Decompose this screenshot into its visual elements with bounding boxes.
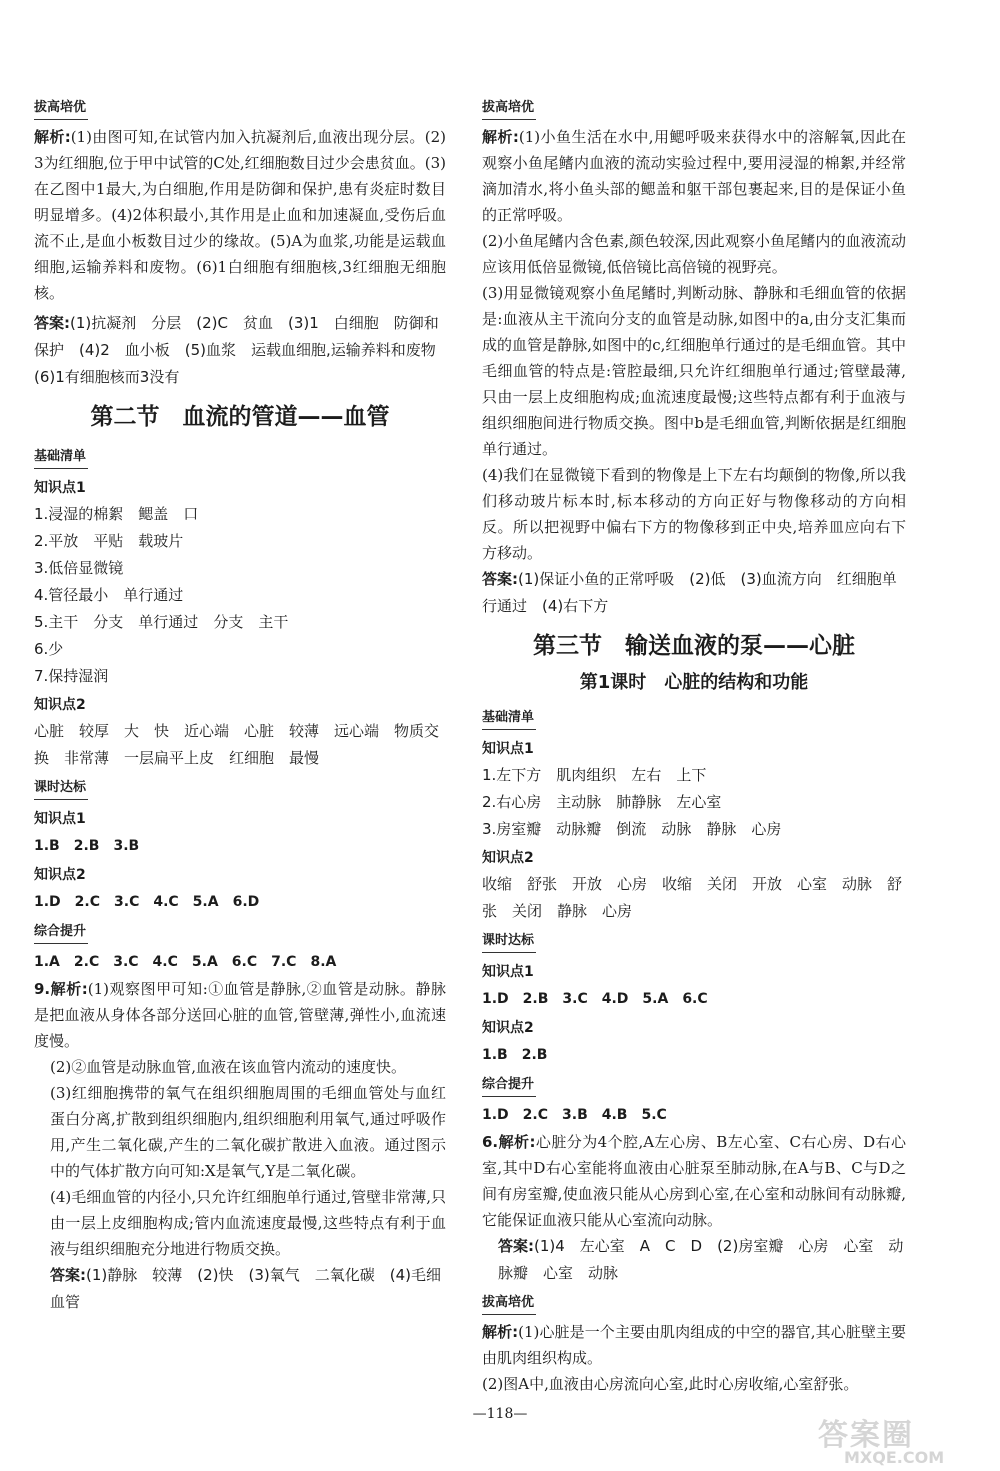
list-item: 2.右心房 主动脉 肺静脉 左心室 <box>482 793 722 811</box>
analysis-text: (1)观察图甲可知:①血管是静脉,②血管是动脉。静脉是把血液从身体各部分送回心脏的血管,管壁薄,弹性小,血流速度慢。 <box>34 980 446 1050</box>
knowledge-point-heading: 知识点2 <box>482 850 534 866</box>
section-tag-zonghe: 综合提升 <box>34 922 88 944</box>
section-tag-jichu: 基础清单 <box>34 447 88 469</box>
analysis-paragraph: (4)毛细血管的内径小,只允许红细胞单行通过,管壁非常薄,只由一层上皮细胞构成;管内血流速度最慢,这些特点有利于血液与组织细胞充分地进行物质交换。 <box>50 1188 446 1258</box>
answer-paragraph <box>34 310 451 391</box>
choice-answers: 1.D 2.C 3.B 4.B 5.C <box>482 1107 667 1123</box>
analysis-label: 解析: <box>482 1323 519 1341</box>
knowledge-point-heading: 知识点1 <box>482 964 534 980</box>
answer-label: 答案: <box>34 314 70 332</box>
watermark-url: MXQE.COM <box>844 1448 945 1467</box>
watermark-logo: 答案圈 <box>818 1418 914 1453</box>
knowledge-point-heading: 知识点1 <box>34 480 86 496</box>
analysis-paragraph <box>34 124 446 306</box>
lesson-title: 第1课时 心脏的结构和功能 <box>579 672 809 693</box>
section-tag-keshi: 课时达标 <box>482 931 536 953</box>
answer-paragraph <box>482 1233 906 1287</box>
section-tag-jichu: 基础清单 <box>482 708 536 730</box>
knowledge-point-text: 收缩 舒张 开放 心房 收缩 关闭 开放 心室 动脉 舒张 关闭 静脉 心房 <box>482 875 903 920</box>
answer-text: (1)4 左心室 A C D (2)房室瓣 心房 心室 动脉瓣 心室 动脉 <box>498 1237 904 1282</box>
knowledge-point-heading: 知识点1 <box>482 741 534 757</box>
list-item: 1.左下方 肌肉组织 左右 上下 <box>482 766 707 784</box>
analysis-paragraph: (3)红细胞携带的氧气在组织细胞周围的毛细血管处与血红蛋白分离,扩散到组织细胞内,组织细胞利用氧气,通过呼吸作用,产生二氧化碳,产生的二氧化碳扩散进入血液。通过图示中的气体扩散方向可知:X是氧气,Y是二氧化碳。 <box>50 1084 446 1180</box>
list-item: 3.低倍显微镜 <box>34 559 124 577</box>
analysis-label: 解析: <box>482 128 519 146</box>
answer-paragraph <box>482 566 906 620</box>
list-item: 1.浸湿的棉絮 鳃盖 口 <box>34 505 199 523</box>
answer-text: (1)静脉 较薄 (2)快 (3)氧气 二氧化碳 (4)毛细血管 <box>50 1266 441 1311</box>
analysis-paragraph: (4)我们在显微镜下看到的物像是上下左右均颠倒的物像,所以我们移动玻片标本时,标本移动的方向正好与物像移动的方向相反。所以把视野中偏右下方的物像移到正中央,培养皿应向右下方移动。 <box>482 466 906 562</box>
section-title-blood-vessels: 第二节 血流的管道——血管 <box>90 404 390 430</box>
list-item: 3.房室瓣 动脉瓣 倒流 动脉 静脉 心房 <box>482 820 782 838</box>
analysis-text: 心脏分为4个腔,A左心房、B左心室、C右心房、D右心室,其中D右心室能将血液由心脏泵至肺动脉,在A与B、C与D之间有房室瓣,使血液只能从心房到心室,在心室和动脉间有动脉瓣,它能保证血液只能从心室流向动脉。 <box>482 1133 906 1229</box>
analysis-text: (1)小鱼生活在水中,用鳃呼吸来获得水中的溶解氧,因此在观察小鱼尾鳍内血液的流动实验过程中,要用浸湿的棉絮,并经常滴加清水,将小鱼头部的鳃盖和躯干部包裹起来,目的是保证小鱼的正常呼吸。 <box>482 128 906 224</box>
knowledge-point-heading: 知识点1 <box>34 811 86 827</box>
analysis-paragraph <box>482 1319 906 1371</box>
analysis-label: 解析: <box>50 980 88 998</box>
answer-text: (1)保证小鱼的正常呼吸 (2)低 (3)血流方向 红细胞单行通过 (4)右下方 <box>482 570 897 615</box>
analysis-label: 解析: <box>34 128 71 146</box>
left-column <box>34 92 451 1316</box>
choice-answers: 1.A 2.C 3.C 4.C 5.A 6.C 7.C 8.A <box>34 954 337 970</box>
page-number: —118— <box>472 1406 528 1422</box>
list-item: 5.主干 分支 单行通过 分支 主干 <box>34 613 289 631</box>
knowledge-point-text: 心脏 较厚 大 快 近心端 心脏 较薄 远心端 物质交换 非常薄 一层扁平上皮 红细胞 最慢 <box>34 722 440 767</box>
choice-answers: 1.D 2.C 3.C 4.C 5.A 6.D <box>34 894 260 910</box>
section-tag-zonghe: 综合提升 <box>482 1075 536 1097</box>
knowledge-point-heading: 知识点2 <box>34 867 86 883</box>
section-tag-keshi: 课时达标 <box>34 778 88 800</box>
list-item: 6.少 <box>34 640 64 658</box>
answer-text: (1)抗凝剂 分层 (2)C 贫血 (3)1 白细胞 防御和保护 (4)2 血小板 (5)血浆 运载血细胞,运输养料和废物 (6)1有细胞核而3没有 <box>34 314 451 386</box>
question-number: 9. <box>34 980 51 998</box>
analysis-paragraph: (3)用显微镜观察小鱼尾鳍时,判断动脉、静脉和毛细血管的依据是:血液从主干流向分支的血管是动脉,如图中的a,由分支汇集而成的血管是静脉,如图中的c,红细胞单行通过的是毛细血管。其中毛细血管的特点是:管腔最细,只允许红细胞单行通过;管壁最薄,只由一层上皮细胞构成;血流速度最慢;这些特点都有利于血液与组织细胞间进行物质交换。图中b是毛细血管,判断依据是红细胞单行通过。 <box>482 284 906 458</box>
section-title-heart: 第三节 输送血液的泵——心脏 <box>533 633 855 659</box>
analysis-paragraph <box>482 124 906 228</box>
answer-label: 答案: <box>50 1266 86 1284</box>
analysis-paragraph <box>34 976 446 1054</box>
analysis-text: (1)心脏是一个主要由肌肉组成的中空的器官,其心脏壁主要由肌肉组织构成。 <box>482 1323 906 1367</box>
choice-answers: 1.B 2.B 3.B <box>34 838 140 854</box>
analysis-paragraph: (2)小鱼尾鳍内含色素,颜色较深,因此观察小鱼尾鳍内的血液流动应该用低倍显微镜,低倍镜比高倍镜的视野亮。 <box>482 232 906 276</box>
knowledge-point-heading: 知识点2 <box>34 697 86 713</box>
section-tag-tigao: 拔高培优 <box>482 1293 536 1315</box>
watermark <box>800 1410 990 1468</box>
choice-answers: 1.D 2.B 3.C 4.D 5.A 6.C <box>482 991 708 1007</box>
knowledge-point-heading: 知识点2 <box>482 1020 534 1036</box>
list-item: 4.管径最小 单行通过 <box>34 586 184 604</box>
list-item: 7.保持湿润 <box>34 667 109 685</box>
list-item: 2.平放 平贴 载玻片 <box>34 532 184 550</box>
analysis-paragraph <box>482 1129 906 1233</box>
section-tag-tigao: 拔高培优 <box>34 98 88 120</box>
answer-label: 答案: <box>498 1237 534 1255</box>
answer-label: 答案: <box>482 570 518 588</box>
analysis-paragraph: (2)图A中,血液由心房流向心室,此时心房收缩,心室舒张。 <box>482 1375 859 1393</box>
section-tag-tigao: 拔高培优 <box>482 98 536 120</box>
analysis-label: 解析: <box>498 1133 536 1151</box>
right-column <box>482 92 906 1397</box>
choice-answers: 1.B 2.B <box>482 1047 548 1063</box>
analysis-paragraph: (2)②血管是动脉血管,血液在该血管内流动的速度快。 <box>50 1058 407 1076</box>
question-number: 6. <box>482 1133 499 1151</box>
answer-paragraph <box>34 1262 446 1316</box>
analysis-text: (1)由图可知,在试管内加入抗凝剂后,血液出现分层。(2)3为红细胞,位于甲中试管的C处,红细胞数目过少会患贫血。(3)在乙图中1最大,为白细胞,作用是防御和保护,患有炎症时数目明显增多。(4)2体积最小,其作用是止血和加速凝血,受伤后血流不止,是血小板数目过少的缘故。(5)A为血浆,功能是运载血细胞,运输养料和废物。(6)1白细胞有细胞核,3红细胞无细胞核。 <box>34 128 446 302</box>
